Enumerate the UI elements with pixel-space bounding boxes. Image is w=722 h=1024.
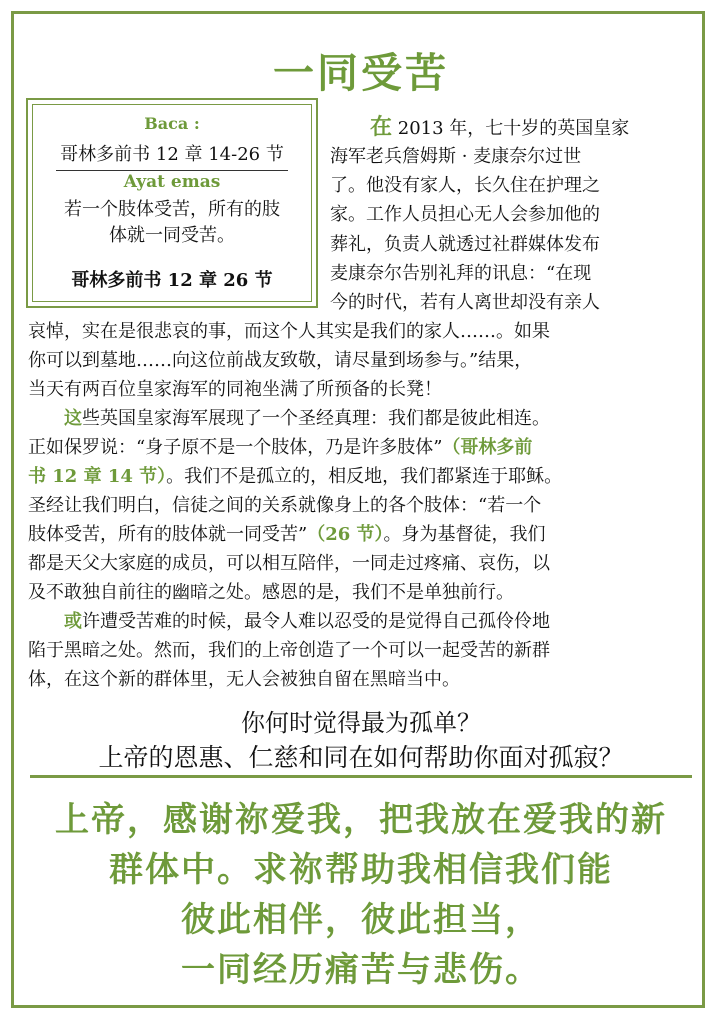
read-reference: 哥林多前书 12 章 14-26 节	[60, 144, 284, 165]
body-line: 及不敢独自前往的幽暗之处。感恩的是，我们不是单独前行。	[28, 582, 514, 603]
prayer-line: 群体中。求祢帮助我相信我们能	[109, 850, 613, 890]
prayer-line: 上帝，感谢祢爱我，把我放在爱我的新	[55, 800, 667, 840]
body-line: 当天有两百位皇家海军的同袍坐满了所预备的长凳！	[28, 379, 442, 400]
read-label: Baca :	[144, 114, 200, 133]
scripture-divider	[56, 170, 288, 171]
body-line: 圣经让我们明白，信徒之间的关系就像身上的各个肢体：“若一个	[28, 495, 542, 516]
body-line: 都是天父大家庭的成员，可以相互陪伴，一同走过疼痛、哀伤，以	[28, 553, 550, 574]
page-title: 一同受苦	[273, 49, 449, 97]
body-line: 正如保罗说：“身子原不是一个肢体，乃是许多肢体”（哥林多前	[28, 437, 533, 458]
drop-cap: 这	[64, 408, 82, 429]
verse-reference: 哥林多前书 12 章 26 节	[71, 270, 273, 291]
body-line: 陷于黑暗之处。然而，我们的上帝创造了一个可以一起受苦的新群	[28, 640, 550, 661]
verse-line: 体就一同受苦。	[109, 225, 235, 246]
body-line: 海军老兵詹姆斯 · 麦康奈尔过世	[330, 146, 582, 167]
prayer-line: 彼此相伴，彼此担当，	[181, 900, 541, 940]
reflection-question: 上帝的恩惠、仁慈和同在如何帮助你面对孤寂？	[98, 743, 624, 772]
prayer-line: 一同经历痛苦与悲伤。	[181, 950, 541, 990]
scripture-reference: 书 12 章 14 节）	[28, 466, 167, 487]
reflection-question: 你何时觉得最为孤单？	[241, 709, 481, 737]
body-line: 体，在这个新的群体里，无人会被独自留在黑暗当中。	[28, 669, 460, 690]
body-line: 或许遭受苦难的时候，最令人难以忍受的是觉得自己孤伶伶地	[64, 611, 550, 632]
body-line: 麦康奈尔告别礼拜的讯息：“在现	[330, 263, 592, 284]
body-line: 葬礼，负责人就透过社群媒体发布	[330, 234, 600, 255]
verse-line: 若一个肢体受苦，所有的肢	[64, 199, 280, 220]
body-line: 家。工作人员担心无人会参加他的	[330, 204, 600, 225]
body-line: 今的时代，若有人离世却没有亲人	[330, 292, 600, 313]
body-line: 在 2013 年，七十岁的英国皇家	[370, 114, 630, 140]
body-line: 这些英国皇家海军展现了一个圣经真理：我们都是彼此相连。	[64, 408, 550, 429]
drop-cap: 或	[64, 611, 82, 632]
section-divider	[30, 775, 692, 778]
scripture-reference: （哥林多前	[442, 437, 533, 458]
drop-cap: 在	[370, 114, 393, 140]
body-line: 书 12 章 14 节）。我们不是孤立的，相反地，我们都紧连于耶稣。	[28, 466, 563, 487]
scripture-box	[26, 98, 318, 308]
body-line: 肢体受苦，所有的肢体就一同受苦”（26 节）。身为基督徒，我们	[28, 524, 546, 545]
verse-label: Ayat emas	[123, 172, 221, 192]
body-line: 哀悼，实在是很悲哀的事，而这个人其实是我们的家人……。如果	[28, 321, 550, 342]
body-line: 了。他没有家人，长久住在护理之	[330, 175, 600, 196]
scripture-reference: （26 节）	[307, 524, 384, 545]
body-line: 你可以到墓地……向这位前战友致敬，请尽量到场参与。”结果，	[28, 350, 533, 371]
